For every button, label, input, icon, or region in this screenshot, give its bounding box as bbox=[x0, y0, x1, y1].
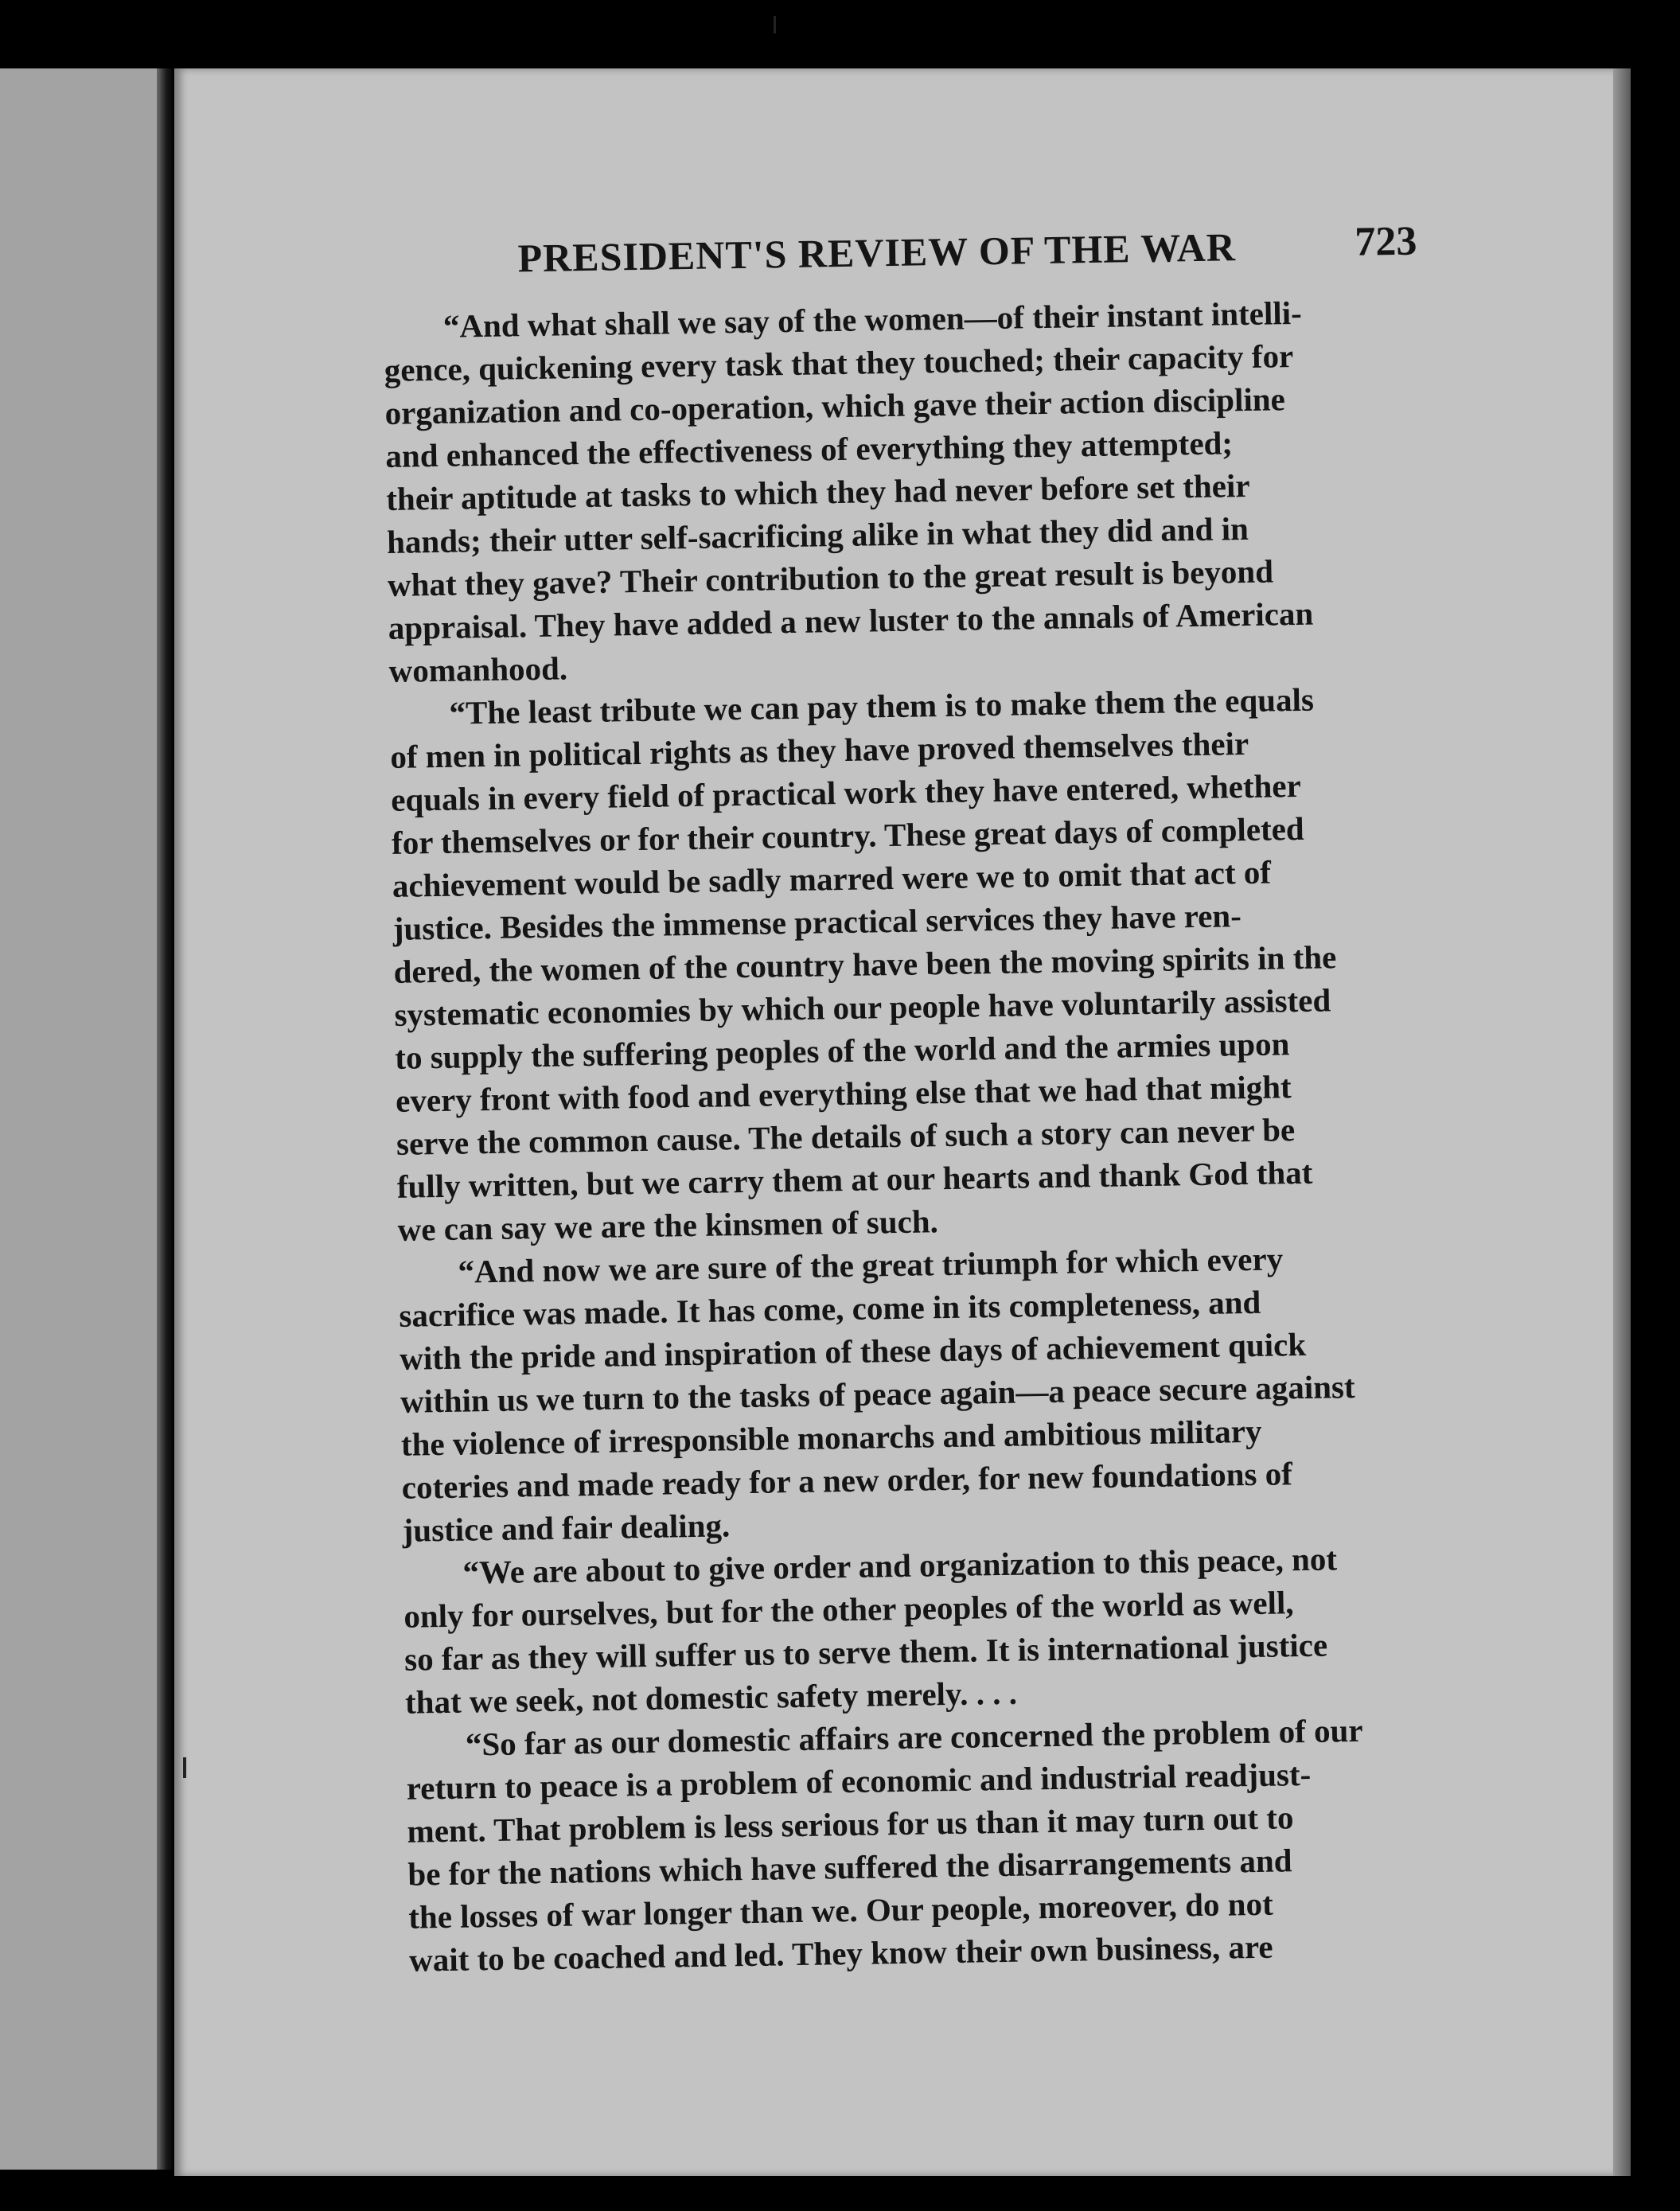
paragraph: “The least tribute we can pay them is to make them the equals of men in political rights as they have proved themselves their equals in every field of practical work they have entered, whether for themselves or for their country. These great days of completed achievement would be sadly marred were we to omit that act of justice. Besides the immense practical services they have ren- dered, the women of the country have been the moving spirits in the systematic economies by which our people have voluntarily assisted to supply the suffering peoples of the world and the armies upon every front with food and everything else that we had that might serve the common cause. The details of such a story can never be fully written, but we carry them at our hearts and thank God that we can say we are the kinsmen of such. bbox=[390, 680, 1337, 1248]
paragraph: “And what shall we say of the women—of their instant intelli- gence, quickening every task that they touched; their capacity for organization and co-operation, which gave their action discipline and enhanced the effectiveness of everything they attempted; their aptitude at tasks to which they had never before set their hands; their utter self-sacrificing alike in what they did and in what they gave? Their contribution to the great result is beyond appraisal. They have added a new luster to the annals of American womanhood. bbox=[384, 294, 1314, 689]
page-number: 723 bbox=[1354, 218, 1417, 265]
scan-speck bbox=[183, 1757, 186, 1778]
scan-speck bbox=[774, 16, 776, 33]
page-edge-shadow bbox=[1613, 68, 1631, 2176]
page-text bbox=[382, 214, 1475, 1982]
paragraph: “We are about to give order and organization to this peace, not only for ourselves, but for the other peoples of the world as well, so far as they will suffer us to serve them. It is international justice that we seek, not domestic safety merely. . . . bbox=[403, 1540, 1338, 1721]
paragraph: “And now we are sure of the great triumph for which every sacrifice was made. It has come, come in its completeness, and with the pride and inspiration of these days of achievement quick within us we turn to the tasks of peace again—a peace secure against the violence of irresponsible monarchs and ambitious military coteries and made ready for a new order, for new foundations of justice and fair dealing. bbox=[399, 1240, 1355, 1549]
book-gutter bbox=[157, 68, 174, 2170]
paragraph: “So far as our domestic affairs are concerned the problem of our return to peace is a problem of economic and industrial readjust- ment. That problem is less serious for us than it may turn out to be for the nations which have suffered the disarrangements and the losses of war longer than we. Our people, moreover, do not wait to be coached and led. They know their own business, are bbox=[406, 1711, 1363, 1979]
running-head: PRESIDENT'S REVIEW OF THE WAR bbox=[517, 224, 1237, 281]
facing-page-edge bbox=[0, 68, 159, 2170]
